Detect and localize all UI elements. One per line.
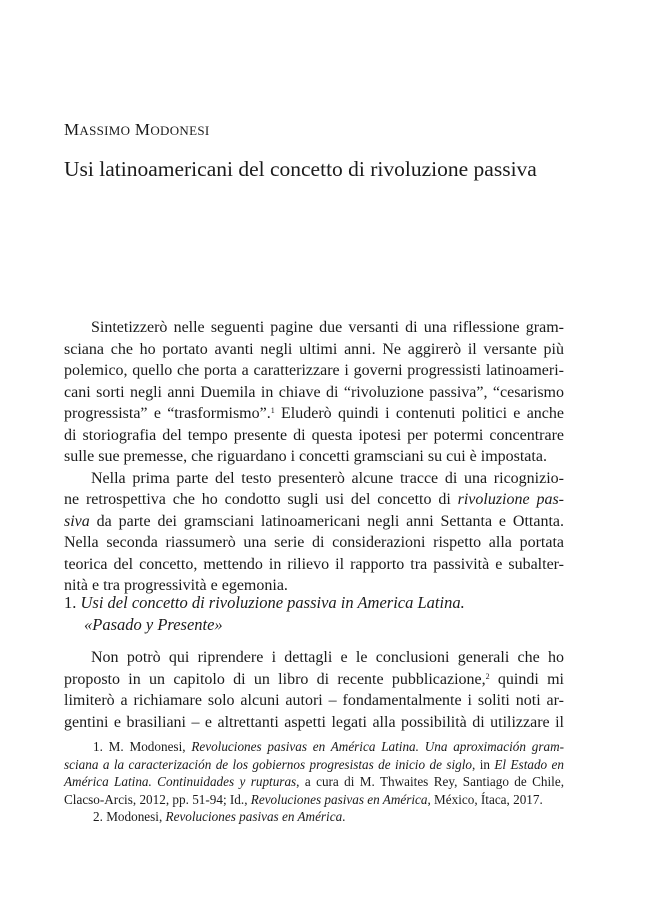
citation-title: América Latina. Continuidades y rupturas (64, 774, 297, 789)
section-heading-line-2 (64, 614, 465, 636)
text-segment: , in (471, 756, 495, 772)
text-line: Nella prima parte del testo presenterò alcune tracce di una ricognizio- (91, 469, 564, 487)
footnotes (64, 738, 564, 826)
intro-paragraph-1 (64, 317, 564, 468)
text-line: Sintetizzerò nelle seguenti pagine due versanti di una riflessione gram- (91, 319, 564, 336)
author-last-initial: M (134, 120, 151, 139)
text-segment: , a cura di M. Thwaites Rey, Santiago de Chile, (296, 774, 564, 789)
text-line (64, 403, 564, 425)
intro-text (64, 317, 564, 597)
text-line (64, 669, 564, 691)
text-line: teorica del concetto, mettendo in rilievo il rapporto tra passività e subalter- (64, 555, 564, 573)
citation-title: sciana a la caracterización de los gobiernos progresistas de inicio de siglo (64, 756, 472, 772)
text-segment: Eluderò quindi i contenuti politici e anche (274, 405, 564, 422)
text-line: Non potrò qui riprendere i dettagli e le conclusioni generali che ho (91, 649, 564, 666)
text-line: sciana che ho portato avanti negli ultimi anni. Ne aggirerò il versante più (64, 340, 564, 358)
section-paragraph-1 (64, 647, 564, 733)
footnote-1 (64, 738, 564, 808)
text-line: nità e tra progressività e egemonia. (64, 577, 288, 594)
text-segment: quindi mi (489, 670, 565, 688)
text-line: polemico, quello che porta a caratterizzare i governi progressisti latinoameri- (64, 362, 564, 379)
text-segment: 2. Modonesi, (93, 809, 166, 824)
chapter-title: Usi latinoamericani del concetto di rivoluzione passiva (64, 157, 537, 181)
author-name (64, 120, 210, 140)
section-number: 1. (64, 593, 77, 612)
footnote-ref-1[interactable]: 1 (270, 406, 275, 415)
text-segment: , México, Ítaca, 2017. (427, 791, 543, 807)
text-line: di storiografia del tempo presente di questa ipotesi per potermi concentrare (64, 426, 564, 444)
section-heading-line-1 (64, 592, 465, 614)
author-last-rest: ODONESI (150, 123, 210, 138)
footnote-line (64, 791, 564, 809)
intro-paragraph-2 (64, 468, 564, 597)
text-line (64, 511, 564, 533)
footnote-line (64, 756, 564, 774)
footnote-line (64, 773, 564, 791)
section-heading (64, 592, 465, 636)
citation-title: Revoluciones pasivas en América (250, 791, 428, 807)
citation-title: Revoluciones pasivas en América (165, 809, 343, 824)
footnote-2 (64, 808, 564, 826)
text-line: cani sorti negli anni Duemila in chiave di “rivoluzione passiva”, “cesarismo (64, 383, 564, 401)
section-subtitle: «Pasado y Presente» (84, 615, 223, 634)
text-segment: da parte dei gramsciani latinoamericani negli anni Settanta e Ottanta. (89, 512, 564, 530)
author-first-initial: M (64, 120, 80, 139)
text-line: Nella seconda riassumerò una serie di considerazioni rispetto alla portata (64, 534, 564, 551)
text-line (64, 489, 564, 511)
section-text (64, 647, 564, 733)
citation-title: Revoluciones pasivas en América Latina. Una aproximación gram- (191, 739, 564, 754)
text-segment: Clacso-Arcis, 2012, pp. 51-94; Id., (64, 791, 251, 807)
text-segment: progressista” e “trasformismo”. (64, 405, 271, 422)
footnote-line (64, 738, 564, 756)
text-segment: 1. M. Modonesi, (93, 739, 192, 754)
citation-title: El Estado en (494, 756, 564, 772)
italic-term: rivoluzione pas- (457, 491, 564, 508)
text-line: limiterò a richiamare solo alcuni autori – fondamentalmente i soliti noti ar- (64, 692, 564, 709)
footnote-line (64, 808, 564, 826)
section-title: Usi del concetto di rivoluzione passiva in America Latina. (80, 593, 465, 612)
text-segment: proposto in un capitolo di un libro di recente pubblicazione, (64, 670, 486, 688)
text-line: gentini e brasiliani – e altrettanti aspetti legati alla possibilità di utilizzare il (64, 713, 564, 731)
author-first-rest: ASSIMO (79, 123, 131, 138)
text-segment: ne retrospettiva che ho condotto sugli usi del concetto di (64, 491, 458, 508)
text-segment: . (342, 809, 346, 824)
italic-term: siva (64, 512, 90, 530)
text-line: sulle sue premesse, che riguardano i concetti gramsciani su cui è impostata. (64, 448, 547, 465)
footnote-ref-2[interactable]: 2 (485, 671, 490, 681)
